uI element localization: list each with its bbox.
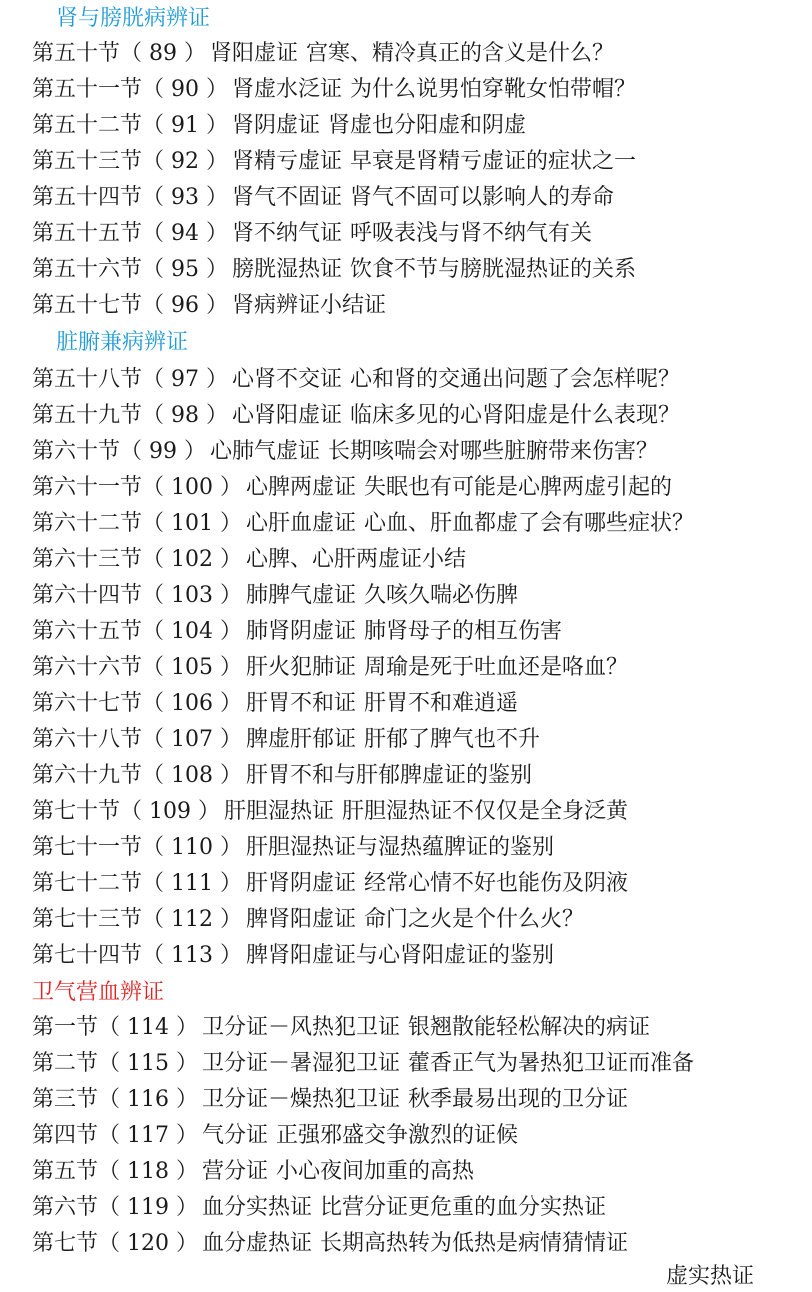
section-number: 第六十八节 [32, 727, 143, 752]
toc-entry[interactable] [32, 832, 562, 864]
entry-title: 肾虚水泛证 [232, 77, 343, 102]
toc-entry[interactable] [32, 110, 526, 142]
entry-question: 比营分证更危重的血分实热证 [320, 1195, 607, 1220]
entry-question: 秋季最易出现的卫分证 [408, 1087, 629, 1112]
entry-question: 命门之火是个什么火？ [364, 907, 585, 932]
toc-entry[interactable] [32, 616, 562, 648]
toc-entry[interactable] [32, 218, 592, 250]
page-number: （ 118 ） [98, 1159, 198, 1184]
entry-title: 气分证 [202, 1123, 269, 1148]
toc-entry[interactable] [32, 1012, 650, 1044]
section-number: 第五十七节 [32, 293, 143, 318]
page-number: （ 103 ） [142, 583, 242, 608]
page-number: （ 98 ） [142, 403, 228, 428]
toc-entry[interactable] [32, 1156, 474, 1188]
entry-title: 卫分证－风热犯卫证 [202, 1015, 401, 1040]
page-number: （ 96 ） [142, 293, 228, 318]
entry-question: 呼吸表浅与肾不纳气有关 [350, 221, 593, 246]
entry-question: 肝胆湿热证不仅仅是全身泛黄 [342, 799, 629, 824]
toc-entry[interactable] [32, 74, 636, 106]
page-number: （ 107 ） [142, 727, 242, 752]
toc-entry[interactable] [32, 364, 680, 396]
entry-title: 肾精亏虚证 [232, 149, 343, 174]
page-number: （ 97 ） [142, 367, 228, 392]
page-number: （ 93 ） [142, 185, 228, 210]
page-number: （ 112 ） [142, 907, 242, 932]
page-number: （ 89 ） [120, 41, 206, 66]
entry-title: 脾肾阳虚证与心肾阳虚证的鉴别 [246, 943, 555, 968]
page-number: （ 114 ） [98, 1015, 198, 1040]
toc-entry[interactable] [32, 724, 540, 756]
entry-title: 心肾不交证 [232, 367, 343, 392]
entry-question: 心血、肝血都虚了会有哪些症状？ [364, 511, 695, 536]
entry-title: 卫分证－燥热犯卫证 [202, 1087, 401, 1112]
entry-title: 肾阴虚证 [232, 113, 321, 138]
page-number: （ 109 ） [120, 799, 220, 824]
entry-title: 肝胃不和与肝郁脾虚证的鉴别 [246, 763, 533, 788]
section-number: 第五十八节 [32, 367, 143, 392]
toc-entry[interactable] [32, 796, 628, 828]
entry-title: 肝胆湿热证与湿热蕴脾证的鉴别 [246, 835, 555, 860]
section-number: 第七十二节 [32, 871, 143, 896]
page-number: （ 90 ） [142, 77, 228, 102]
entry-question: 肺肾母子的相互伤害 [364, 619, 563, 644]
entry-question: 肾气不固可以影响人的寿命 [350, 185, 615, 210]
section-number: 第五十六节 [32, 257, 143, 282]
entry-question: 肾虚也分阳虚和阴虚 [328, 113, 527, 138]
entry-question: 心和肾的交通出问题了会怎样呢？ [350, 367, 681, 392]
toc-entry[interactable] [32, 400, 680, 432]
section-number: 第五十四节 [32, 185, 143, 210]
entry-title: 肝火犯肺证 [246, 655, 357, 680]
section-number: 第七十三节 [32, 907, 143, 932]
page-number: （ 91 ） [142, 113, 228, 138]
section-number: 第一节 [32, 1015, 99, 1040]
toc-entry[interactable] [32, 508, 694, 540]
section-number: 第六十四节 [32, 583, 143, 608]
entry-title: 血分虚热证 [202, 1231, 313, 1256]
section-number: 第七十节 [32, 799, 121, 824]
entry-title: 肝肾阴虚证 [246, 871, 357, 896]
page-number: （ 116 ） [98, 1087, 198, 1112]
entry-question: 早衰是肾精亏虚证的症状之一 [350, 149, 637, 174]
entry-title: 心肺气虚证 [210, 439, 321, 464]
section-number: 第五十节 [32, 41, 121, 66]
entry-question: 长期咳喘会对哪些脏腑带来伤害？ [328, 439, 659, 464]
entry-question: 经常心情不好也能伤及阴液 [364, 871, 629, 896]
cutoff-text: 虚实热证 [666, 1264, 755, 1289]
section-number: 第六十五节 [32, 619, 143, 644]
entry-title: 脾虚肝郁证 [246, 727, 357, 752]
section-number: 第四节 [32, 1123, 99, 1148]
toc-entry[interactable] [32, 1192, 606, 1224]
page-number: （ 106 ） [142, 691, 242, 716]
page-number: （ 119 ） [98, 1195, 198, 1220]
section-number: 第六十六节 [32, 655, 143, 680]
toc-entry[interactable] [32, 688, 518, 720]
section-number: 第六十七节 [32, 691, 143, 716]
toc-entry[interactable] [32, 652, 628, 684]
toc-entry[interactable] [32, 436, 658, 468]
entry-title: 肾阳虚证 [210, 41, 299, 66]
entry-title: 肾气不固证 [232, 185, 343, 210]
entry-title: 血分实热证 [202, 1195, 313, 1220]
section-number: 第六十三节 [32, 547, 143, 572]
entry-title: 肝胃不和证 [246, 691, 357, 716]
entry-question: 小心夜间加重的高热 [276, 1159, 475, 1184]
toc-entry[interactable] [32, 868, 628, 900]
toc-entry[interactable] [32, 146, 636, 178]
section-heading-wei-qi: 卫气营血辨证 [32, 980, 165, 1005]
entry-question: 长期高热转为低热是病情猜情证 [320, 1231, 629, 1256]
page-number: （ 111 ） [142, 871, 242, 896]
toc-entry[interactable] [32, 182, 614, 214]
section-number: 第七节 [32, 1231, 99, 1256]
section-number: 第六十节 [32, 439, 121, 464]
entry-title: 心肾阳虚证 [232, 403, 343, 428]
section-heading-combined: 脏腑兼病辨证 [56, 330, 189, 355]
page-number: （ 120 ） [98, 1231, 198, 1256]
page-number: （ 108 ） [142, 763, 242, 788]
toc-entry[interactable] [32, 472, 672, 504]
page-number: （ 94 ） [142, 221, 228, 246]
entry-title: 心脾、心肝两虚证小结 [246, 547, 467, 572]
section-number: 第六十九节 [32, 763, 143, 788]
toc-entry[interactable] [32, 38, 614, 70]
section-number: 第五十九节 [32, 403, 143, 428]
section-number: 第二节 [32, 1051, 99, 1076]
entry-title: 心肝血虚证 [246, 511, 357, 536]
entry-question: 周瑜是死于吐血还是咯血？ [364, 655, 629, 680]
page-number: （ 95 ） [142, 257, 228, 282]
page-number: （ 115 ） [98, 1051, 198, 1076]
section-number: 第五十五节 [32, 221, 143, 246]
toc-entry[interactable] [32, 1048, 694, 1080]
entry-question: 肝郁了脾气也不升 [364, 727, 541, 752]
section-number: 第六节 [32, 1195, 99, 1220]
page-number: （ 110 ） [142, 835, 242, 860]
entry-title: 肺脾气虚证 [246, 583, 357, 608]
entry-question: 久咳久喘必伤脾 [364, 583, 519, 608]
entry-title: 肺肾阴虚证 [246, 619, 357, 644]
toc-entry[interactable] [32, 760, 540, 792]
section-number: 第五十二节 [32, 113, 143, 138]
page-number: （ 100 ） [142, 475, 242, 500]
toc-entry[interactable] [32, 904, 584, 936]
entry-question: 临床多见的心肾阳虚是什么表现？ [350, 403, 681, 428]
toc-entry[interactable] [32, 290, 394, 322]
entry-question: 藿香正气为暑热犯卫证而准备 [408, 1051, 695, 1076]
page-number: （ 102 ） [142, 547, 242, 572]
entry-question: 饮食不节与膀胱湿热证的关系 [350, 257, 637, 282]
entry-title: 卫分证－暑湿犯卫证 [202, 1051, 401, 1076]
entry-title: 肾不纳气证 [232, 221, 343, 246]
toc-entry[interactable] [32, 940, 562, 972]
section-number: 第五节 [32, 1159, 99, 1184]
page-number: （ 92 ） [142, 149, 228, 174]
page-number: （ 105 ） [142, 655, 242, 680]
section-number: 第七十四节 [32, 943, 143, 968]
section-number: 第五十一节 [32, 77, 143, 102]
entry-question: 为什么说男怕穿靴女怕带帽？ [350, 77, 637, 102]
entry-question: 银翘散能轻松解决的病证 [408, 1015, 651, 1040]
entry-title: 肾病辨证小结证 [232, 293, 387, 318]
section-number: 第五十三节 [32, 149, 143, 174]
page-number: （ 101 ） [142, 511, 242, 536]
page-number: （ 99 ） [120, 439, 206, 464]
section-number: 第六十二节 [32, 511, 143, 536]
entry-question: 失眠也有可能是心脾两虚引起的 [364, 475, 673, 500]
toc-entry[interactable] [32, 1228, 628, 1260]
page-number: （ 104 ） [142, 619, 242, 644]
toc-entry[interactable] [32, 544, 474, 576]
entry-title: 心脾两虚证 [246, 475, 357, 500]
entry-question: 肝胃不和难逍遥 [364, 691, 519, 716]
toc-entry[interactable] [32, 254, 636, 286]
entry-title: 肝胆湿热证 [224, 799, 335, 824]
section-number: 第六十一节 [32, 475, 143, 500]
toc-entry[interactable] [32, 580, 518, 612]
entry-question: 宫寒、精冷真正的含义是什么？ [306, 41, 615, 66]
section-heading-kidney: 肾与膀胱病辨证 [56, 6, 211, 31]
entry-title: 膀胱湿热证 [232, 257, 343, 282]
section-number: 第七十一节 [32, 835, 143, 860]
page-number: （ 113 ） [142, 943, 242, 968]
entry-title: 脾肾阳虚证 [246, 907, 357, 932]
toc-entry[interactable] [32, 1084, 628, 1116]
toc-entry[interactable] [32, 1120, 518, 1152]
page-number: （ 117 ） [98, 1123, 198, 1148]
entry-question: 正强邪盛交争激烈的证候 [276, 1123, 519, 1148]
entry-title: 营分证 [202, 1159, 269, 1184]
section-number: 第三节 [32, 1087, 99, 1112]
